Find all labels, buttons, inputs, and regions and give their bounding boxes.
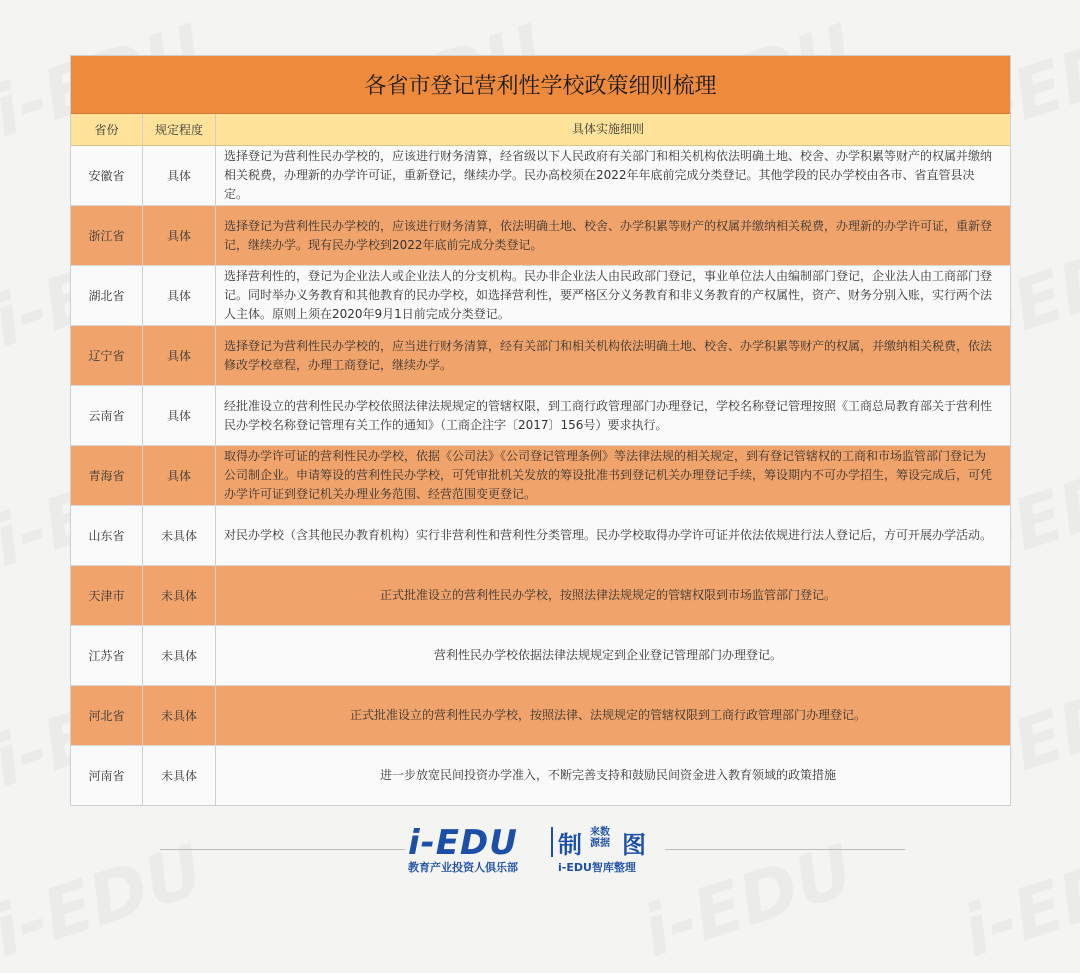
table-row (71, 266, 1010, 326)
cell-province: 天津市 (71, 566, 143, 625)
table-title: 各省市登记营利性学校政策细则梳理 (71, 56, 1010, 114)
cell-province: 安徽省 (71, 146, 143, 205)
cell-detail: 经批准设立的营利性民办学校依照法律法规规定的管辖权限，到工商行政管理部门办理登记，学校名称登记管理按照《工商总局教育部关于营利性民办学校名称登记管理有关工作的通知》（工商企注字〔2017〕156号）要求执行。 (224, 398, 993, 432)
watermark-logo (633, 829, 864, 973)
cell-detail: 进一步放宽民间投资办学准入，不断完善支持和鼓励民间资金进入教育领域的政策措施 (379, 768, 836, 782)
watermark-logo (0, 829, 213, 973)
logo-subtitle-2: i-EDU智库整理 (558, 861, 636, 874)
table-row (71, 146, 1010, 206)
footer-divider-left (160, 849, 405, 850)
logo-separator (551, 827, 553, 857)
cell-province: 江苏省 (71, 626, 143, 685)
logo-zhi: 制 (558, 831, 582, 859)
logo-source-data: 来数 源据 (590, 827, 610, 849)
table-row (71, 686, 1010, 746)
cell-province: 浙江省 (71, 206, 143, 265)
cell-detail: 正式批准设立的营利性民办学校，按照法律、法规规定的管辖权限到工商行政管理部门办理登记。 (349, 708, 866, 722)
cell-degree: 未具体 (143, 746, 216, 805)
cell-detail: 对民办学校（含其他民办教育机构）实行非营利性和营利性分类管理。民办学校取得办学许可证并依法依规进行法人登记后，方可开展办学活动。 (224, 528, 993, 542)
table-row (71, 446, 1010, 506)
cell-province: 河北省 (71, 686, 143, 745)
cell-detail: 选择登记为营利性民办学校的，应该进行财务清算，经省级以下人民政府有关部门和相关机构依法明确土地、校舍、办学积累等财产的权属并缴纳相关税费，办理新的办学许可证，重新登记，继续办学。民办高校须在2022年年底前完成分类登记。其他学段的民办学校由各市、省直管县决定。 (224, 149, 993, 201)
table-row (71, 566, 1010, 626)
watermark-logo (953, 829, 1080, 973)
logo-subtitle: 教育产业投资人俱乐部 (408, 861, 518, 874)
cell-detail: 营利性民办学校依据法律法规规定到企业登记管理部门办理登记。 (433, 648, 782, 662)
cell-degree: 具体 (143, 266, 216, 325)
cell-province: 河南省 (71, 746, 143, 805)
table-body (71, 146, 1010, 805)
cell-detail: 取得办学许可证的营利性民办学校，依据《公司法》《公司登记管理条例》等法律法规的相关规定，到有登记管辖权的工商和市场监管部门登记为公司制企业。申请筹设的营利性民办学校，可凭审批机关发放的筹设批准书到登记机关办理登记手续，筹设期内不可办学招生，筹设完成后，可凭办学许可证到登记机关办理业务范围、经营范围变更登记。 (224, 449, 993, 501)
table-header-row (71, 114, 1010, 146)
footer-logo (408, 823, 658, 883)
cell-province: 云南省 (71, 386, 143, 445)
cell-detail: 选择登记为营利性民办学校的，应该进行财务清算，依法明确土地、校舍、办学积累等财产的权属并缴纳相关税费，办理新的办学许可证，重新登记，继续办学。现有民办学校到2022年底前完成分类登记。 (224, 218, 993, 252)
cell-degree: 具体 (143, 206, 216, 265)
cell-detail: 选择登记为营利性民办学校的，应当进行财务清算，经有关部门和相关机构依法明确土地、校舍、办学积累等财产的权属，并缴纳相关税费，依法修改学校章程，办理工商登记，继续办学。 (224, 338, 993, 372)
logo-tu: 图 (622, 831, 646, 859)
cell-province: 辽宁省 (71, 326, 143, 385)
cell-province: 山东省 (71, 506, 143, 565)
cell-degree: 未具体 (143, 686, 216, 745)
cell-detail: 选择营利性的，登记为企业法人或企业法人的分支机构。民办非企业法人由民政部门登记，事业单位法人由编制部门登记，企业法人由工商部门登记。同时举办义务教育和其他教育的民办学校，如选择营利性，要严格区分义务教育和非义务教育的产权属性，资产、财务分别入账，实行两个法人主体。原则上须在2020年9月1日前完成分类登记。 (224, 269, 993, 321)
footer-divider-right (665, 849, 905, 850)
header-province: 省份 (71, 114, 143, 145)
table-row (71, 326, 1010, 386)
header-degree: 规定程度 (143, 114, 216, 145)
cell-degree: 具体 (143, 446, 216, 505)
table-row (71, 386, 1010, 446)
table-row (71, 206, 1010, 266)
table-row (71, 746, 1010, 805)
cell-detail: 正式批准设立的营利性民办学校，按照法律法规规定的管辖权限到市场监管部门登记。 (379, 588, 836, 602)
cell-degree: 具体 (143, 146, 216, 205)
cell-degree: 具体 (143, 386, 216, 445)
table-row (71, 626, 1010, 686)
logo-wordmark: i-EDU (408, 823, 518, 863)
header-detail: 具体实施细则 (571, 122, 644, 136)
cell-degree: 未具体 (143, 506, 216, 565)
cell-province: 青海省 (71, 446, 143, 505)
cell-degree: 未具体 (143, 566, 216, 625)
cell-province: 湖北省 (71, 266, 143, 325)
cell-degree: 具体 (143, 326, 216, 385)
policy-table (70, 55, 1011, 806)
table-row (71, 506, 1010, 566)
cell-degree: 未具体 (143, 626, 216, 685)
